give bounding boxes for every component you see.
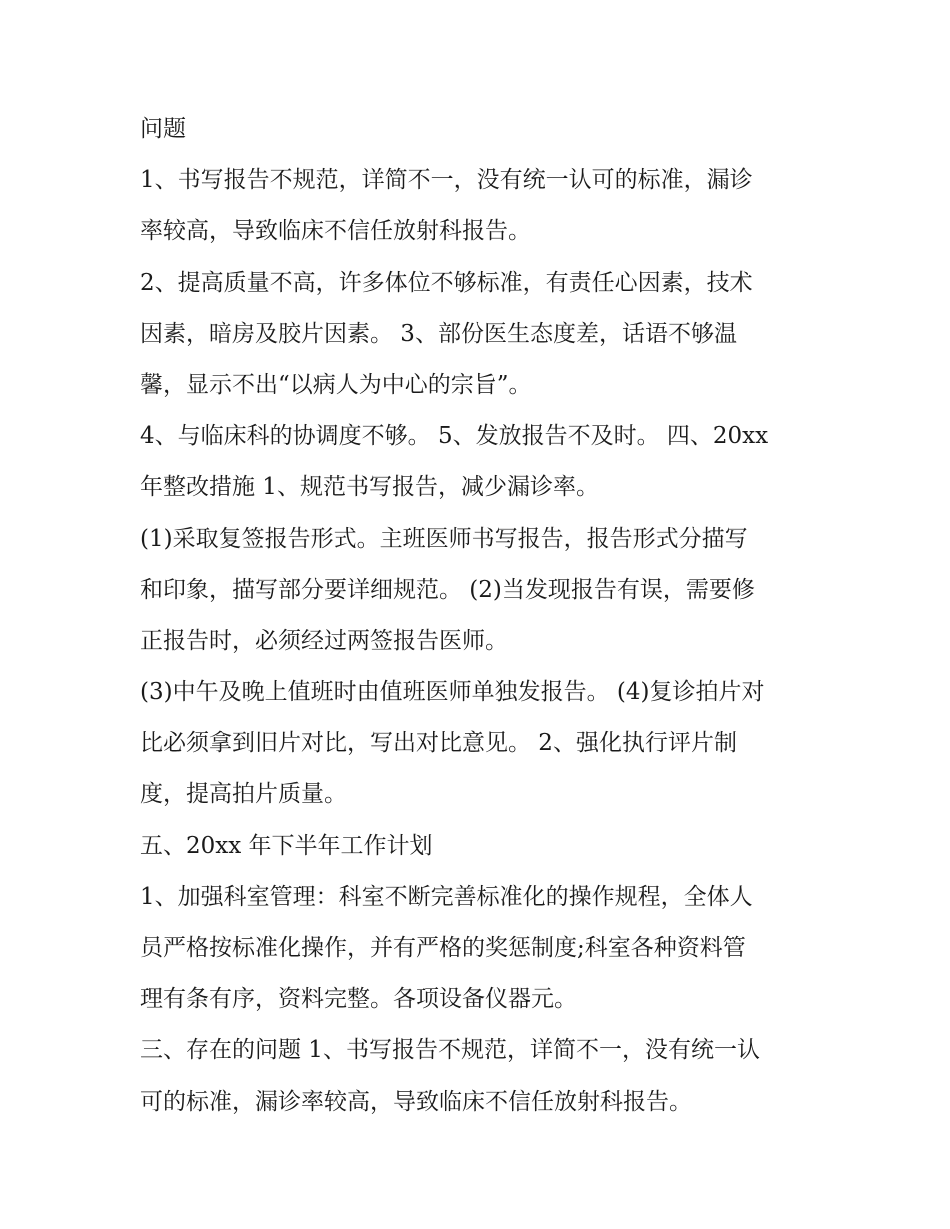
- text-line: 馨，显示不出“以病人为中心的宗旨”。: [140, 371, 532, 398]
- text-line: (3)中午及晚上值班时由值班医师单独发报告。 (4)复诊拍片对: [140, 679, 765, 706]
- document-body: [140, 104, 820, 1128]
- text-line: 比必须拿到旧片对比，写出对比意见。 2、强化执行评片制: [140, 730, 737, 757]
- text-line: 1、加强科室管理：科室不断完善标准化的操作规程，全体人: [140, 883, 753, 910]
- heading-problems: 问题: [140, 116, 186, 142]
- text-line: 年整改措施 1、规范书写报告，减少漏诊率。: [140, 474, 599, 501]
- text-line: 正报告时，必须经过两签报告医师。: [140, 627, 508, 654]
- text-line: 因素，暗房及胶片因素。 3、部份医生态度差，话语不够温: [140, 320, 737, 347]
- section-heading-h2-plan: 五、20xx 年下半年工作计划: [140, 832, 433, 859]
- text-line: 可的标准，漏诊率较高，导致临床不信任放射科报告。: [140, 1088, 692, 1115]
- text-line: 和印象，描写部分要详细规范。 (2)当发现报告有误，需要修: [140, 576, 755, 603]
- text-line: 员严格按标准化操作，并有严格的奖惩制度;科室各种资料管: [140, 935, 746, 961]
- text-line: (1)采取复签报告形式。主班医师书写报告，报告形式分描写: [140, 525, 748, 552]
- text-line: 理有条有序，资料完整。各项设备仪器元。: [140, 986, 577, 1013]
- text-line: 三、存在的问题 1、书写报告不规范，详简不一，没有统一认: [140, 1037, 760, 1064]
- text-line: 1、书写报告不规范，详简不一，没有统一认可的标准，漏诊: [140, 167, 753, 194]
- text-line: 度，提高拍片质量。: [140, 781, 347, 808]
- text-line: 2、提高质量不高，许多体位不够标准，有责任心因素，技术: [140, 269, 753, 296]
- text-line: 4、与临床科的协调度不够。 5、发放报告不及时。 四、20xx: [140, 423, 769, 450]
- text-line: 率较高，导致临床不信任放射科报告。: [140, 218, 531, 245]
